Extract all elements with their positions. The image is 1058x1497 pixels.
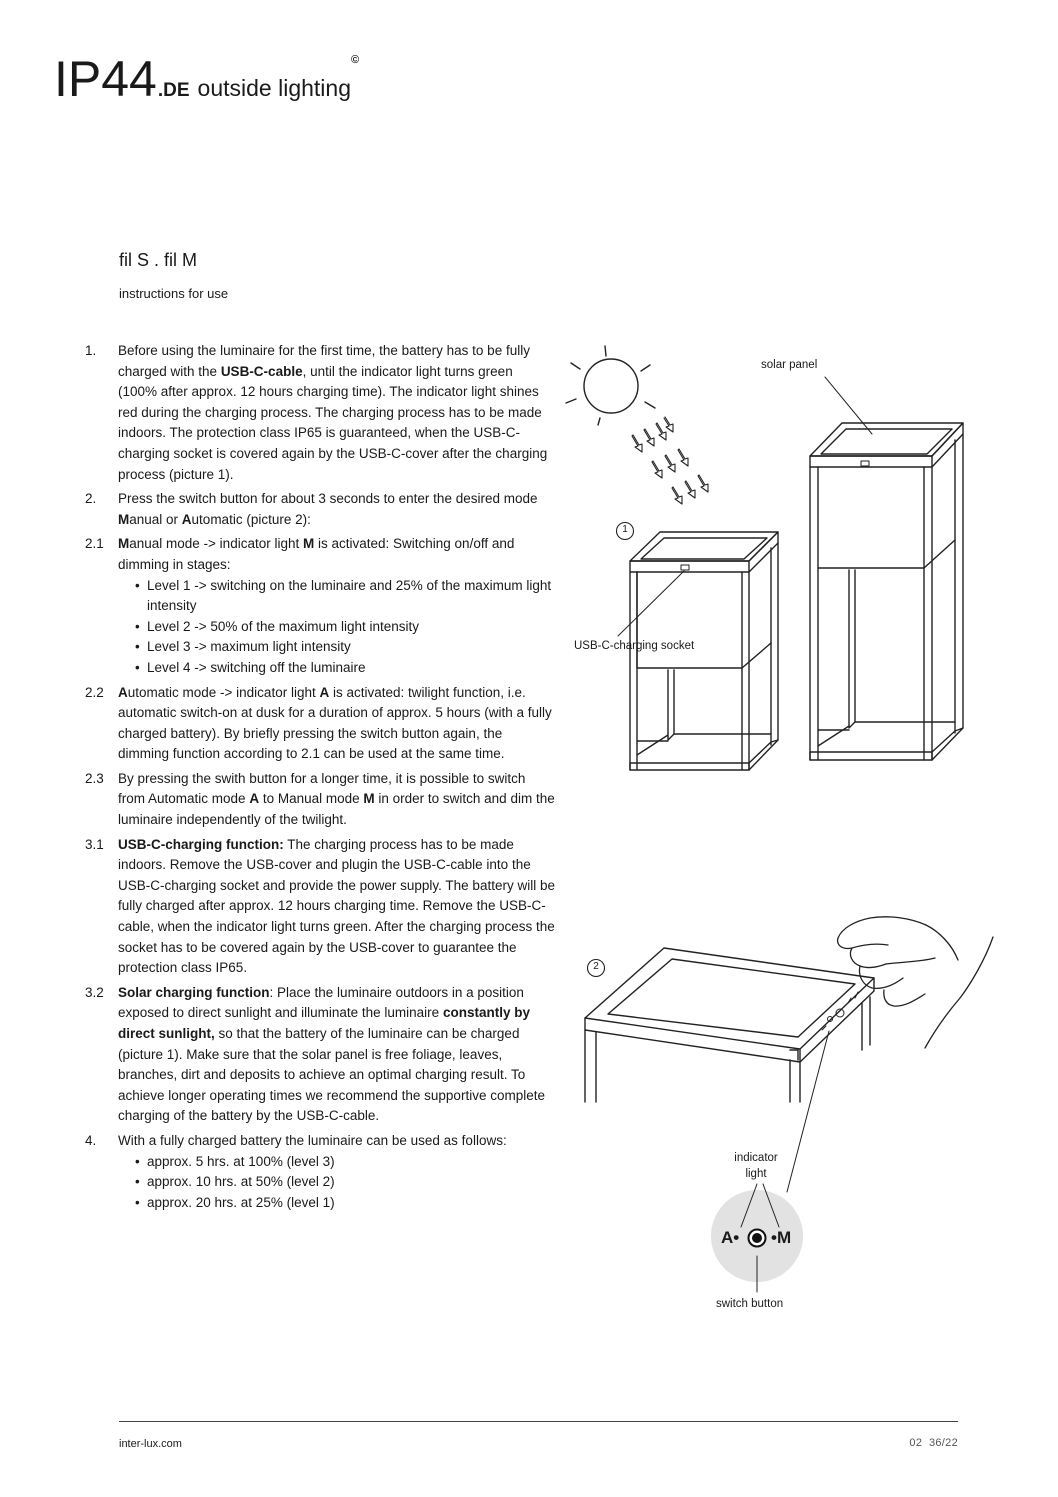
figure-1-number: 1 bbox=[622, 524, 628, 535]
mode-m-label: •M bbox=[771, 1228, 792, 1247]
footer-divider bbox=[119, 1421, 958, 1422]
item-number: 3.2 bbox=[85, 984, 104, 1000]
label-usb-socket: USB-C-charging socket bbox=[574, 640, 695, 652]
footer-date: 36/22 bbox=[928, 1437, 958, 1449]
luminaire-large bbox=[810, 423, 963, 760]
item-number: 2. bbox=[85, 491, 97, 507]
figure-2-number: 2 bbox=[593, 961, 599, 972]
footer-website: inter-lux.com bbox=[119, 1438, 182, 1450]
item-text: Before using the luminaire for the first time, the battery has to be fully charged with the USB-C-cable, until the indicator light turns green (100% after approx. 12 hours charging time). The indicator light shines red during the charging process. The charging process has to be made indoors. The protection class IP65 is guaranteed, when the USB-C-charging socket is covered again by the USB-C-cover after the charging process (picture 1). bbox=[118, 343, 548, 482]
mode-a-label: A• bbox=[721, 1228, 740, 1247]
label-switch-button: switch button bbox=[716, 1298, 784, 1310]
item-number: 2.1 bbox=[85, 536, 104, 552]
item-text: USB-C-charging function: The charging process has to be made indoors. Remove the USB-cover and plugin the USB-C-cable into the USB-C-charging socket and provide the power supply. The battery will be fully charged after approx. 12 hours charging time. Remove the USB-C-cable, when the indicator light turns green. After the charging process the socket has to be covered again by the USB-cover to guarantee the protection class IP65. bbox=[118, 836, 555, 976]
list-item: • Level 3 -> maximum light intensity bbox=[134, 637, 555, 658]
brand-tagline: outside lighting bbox=[197, 75, 351, 101]
item-number: 2.2 bbox=[85, 684, 104, 700]
product-title: fil S . fil M bbox=[119, 250, 198, 270]
item-text: Manual mode -> indicator light M is activated: Switching on/off and dimming in stages: bbox=[118, 536, 515, 572]
hand-icon bbox=[838, 917, 993, 1048]
item-text: Solar charging function: Place the luminaire outdoors in a position exposed to direct sunlight and illuminate the luminaire constantly by direct sunlight, so that the battery of the luminaire can be charged (picture 1). Make sure that the solar panel is free foliage, leaves, branches, dirt and deposits to achieve an optimal charging result. To achieve longer operating times we recommend the supportive complete charging of the battery by the USB-C-cable. bbox=[118, 984, 545, 1124]
product-subtitle: instructions for use bbox=[119, 286, 229, 301]
brand-main: IP44 bbox=[54, 51, 157, 107]
list-item: • Level 1 -> switching on the luminaire and 25% of the maximum light intensity bbox=[134, 576, 555, 617]
footer-page-info bbox=[909, 1437, 958, 1449]
copyright-mark: © bbox=[351, 54, 360, 66]
item-text: With a fully charged battery the luminaire can be used as follows: bbox=[118, 1132, 507, 1148]
list-item: • Level 2 -> 50% of the maximum light intensity bbox=[134, 617, 555, 638]
item-number: 1. bbox=[85, 343, 97, 358]
label-solar-panel: solar panel bbox=[761, 359, 818, 371]
list-item: • approx. 10 hrs. at 50% (level 2) bbox=[134, 1172, 555, 1193]
list-item: • Level 4 -> switching off the luminaire bbox=[134, 658, 555, 679]
item-number: 2.3 bbox=[85, 770, 104, 786]
list-item: • approx. 20 hrs. at 25% (level 1) bbox=[134, 1193, 555, 1214]
item-text: By pressing the swith button for a longer time, it is possible to switch from Automatic mode A to Manual mode M in order to switch and dim the luminaire independently of the twilight. bbox=[118, 770, 555, 828]
item-text: Press the switch button for about 3 seconds to enter the desired mode Manual or Automatic (picture 2): bbox=[118, 491, 538, 527]
item-number: 3.1 bbox=[85, 836, 104, 852]
luminaire-top-closeup bbox=[585, 948, 874, 1102]
sun-icon bbox=[566, 346, 655, 425]
item-text: Automatic mode -> indicator light A is activated: twilight function, i.e. automatic switch-on at dusk for a duration of approx. 5 hours (with a fully charged battery). By briefly pressing the switch button again, the dimming function according to 2.1 can be used at the same time. bbox=[118, 684, 552, 762]
item-number: 4. bbox=[85, 1132, 97, 1148]
footer-page: 02 bbox=[909, 1437, 923, 1449]
label-indicator-light: indicator light bbox=[734, 1152, 778, 1180]
brand-de: .DE bbox=[157, 80, 190, 101]
list-item: • approx. 5 hrs. at 100% (level 3) bbox=[134, 1152, 555, 1173]
sunlight-arrows-icon bbox=[632, 417, 708, 504]
